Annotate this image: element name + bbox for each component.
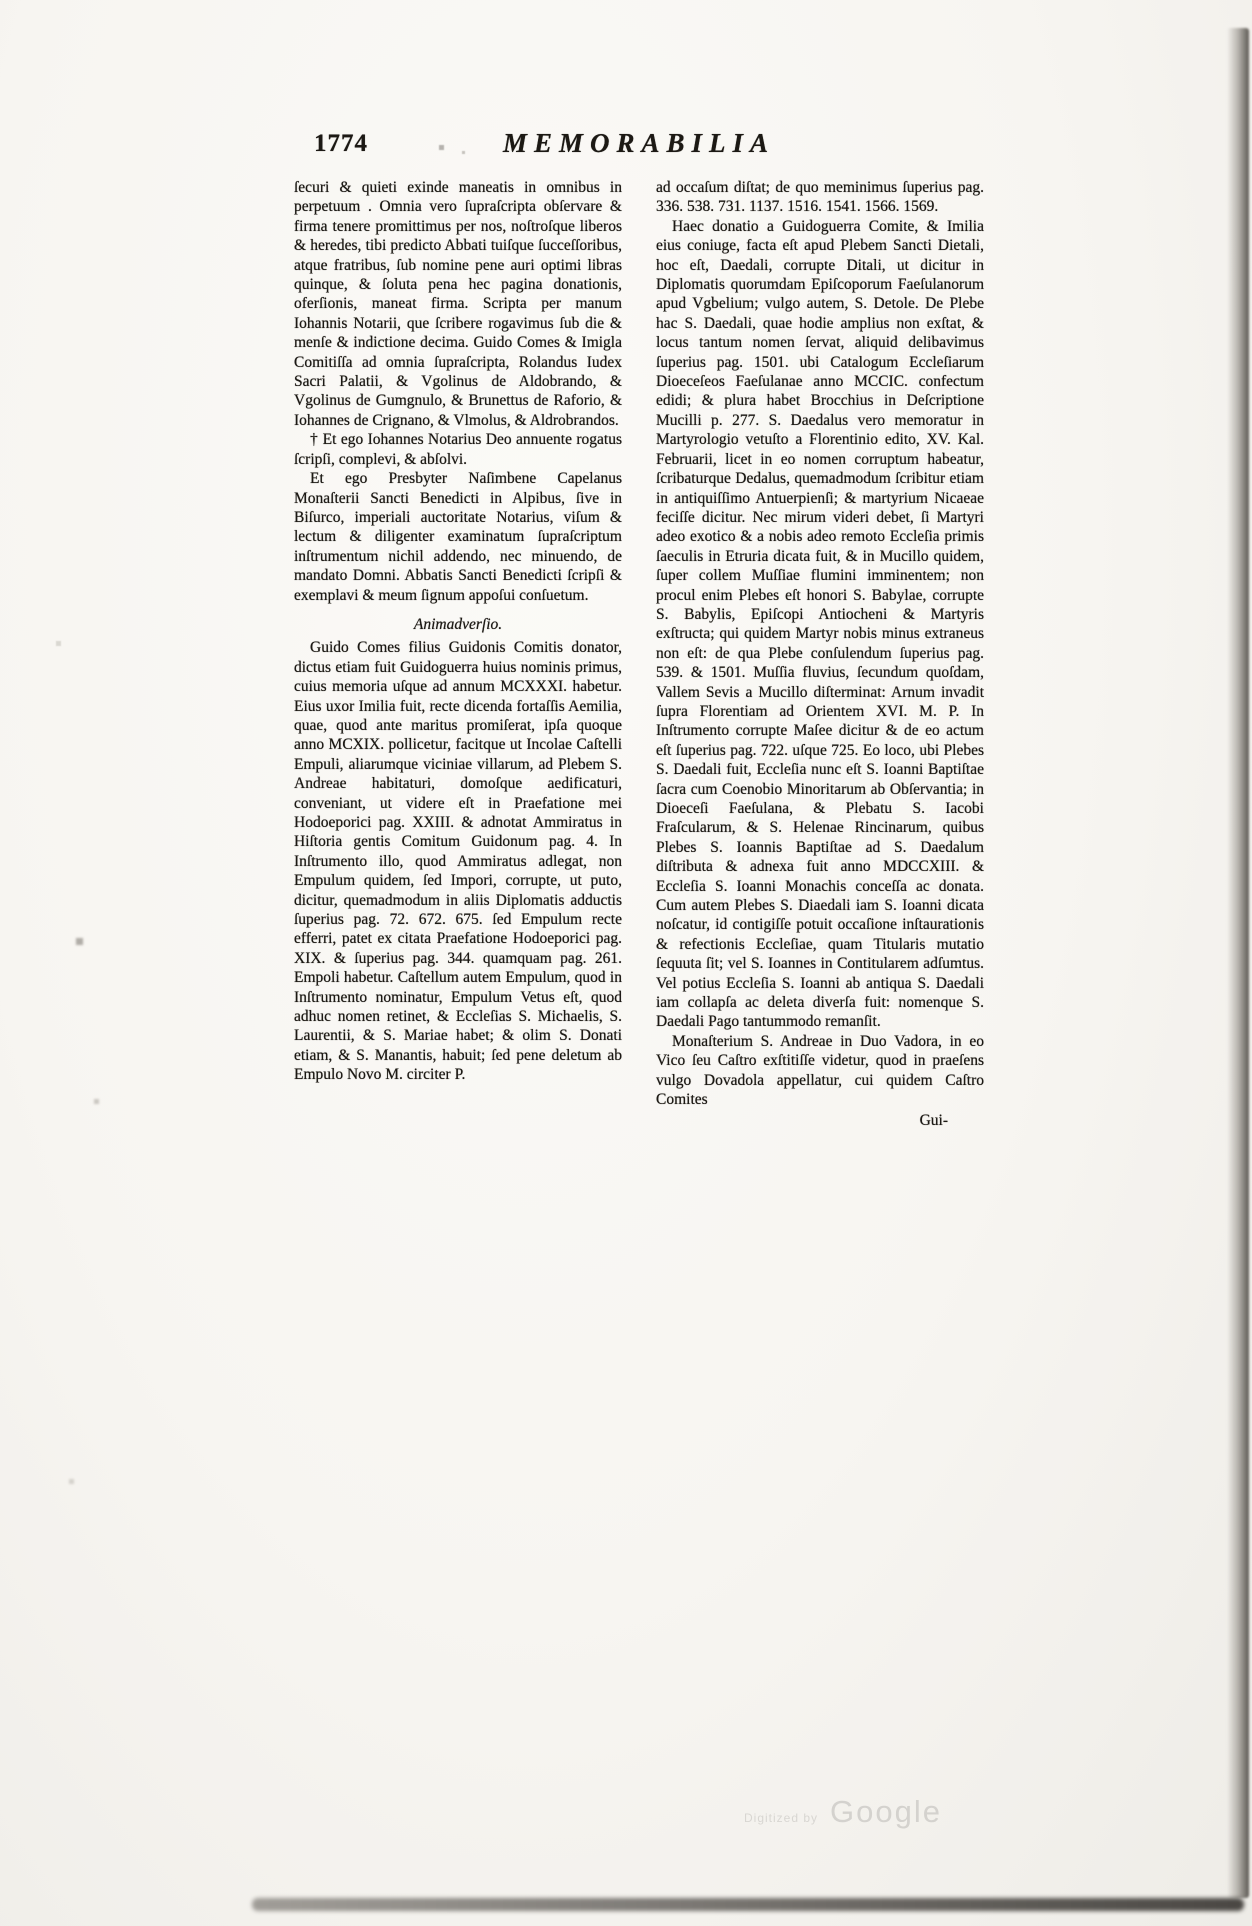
catchword: Gui- <box>919 1111 948 1129</box>
section-heading: Animadverſio. <box>413 615 503 633</box>
paragraph: ſecuri & quieti exinde maneatis in omnibus in perpetuum . Omnia vero ſupraſcripta obſervare & firma tenere promittimus per nos, noſtroſque liberos & heredes, tibi predicto Abbati tuiſque ſucceſſoribus, atque fratribus, ſub nomine pene auri optimi libras quinque, & ſoluta pena hec pagina donationis, oferſionis, maneat firma. Scripta per manum Iohannis Notarii, que ſcribere rogavimus ſub die & menſe & indictione decima. Guido Comes & Imigla Comitiſſa ad omnia ſupraſcripta, Rolandus Iudex Sacri Palatii, & Vgolinus de Aldobrando, & Vgolinus de Gumgnulo, & Brunettus de Raforio, & Iohannes de Crignano, & Vlmolus, & Aldrobrandos. <box>294 179 622 429</box>
paragraph: Guido Comes filius Guidonis Comitis donator, dictus etiam fuit Guidoguerra huius nominis primus, cuius memoria uſque ad annum MCXXXI. habetur. Eius uxor Imilia fuit, recte dicenda fortaſſis Aemilia, quae, quod ante maritus promiſerat, ipſa quoque anno MCXIX. pollicetur, facitque ut Incolae Caſtelli Empuli, aliarumque viciniae villarum, ad Plebem S. Andreae habitaturi, domoſque aedificaturi, conveniant, ut videre eſt in Praefatione mei Hodoeporici pag. XXIII. & adnotat Ammiratus in Hiſtoria gentis Comitum Guidonum pag. 4. In Inſtrumento illo, quod Ammiratus adlegat, non Empulum quidem, ſed Impori, corrupte, ut puto, dicitur, quemadmodum in aliis Diplomatis adductis ſuperius pag. 72. 672. 675. ſed Empulum recte efferri, patet ex citata Praefatione Hodoeporici pag. XIX. & ſuperius pag. 344. quamquam pag. 261. Empoli habetur. Caſtellum autem Empulum, quod in Inſtrumento nominatur, Empulum Vetus eſt, quod adhuc nomen retinet, & Eccleſias S. Michaelis, S. Laurentii, & S. Mariae habet; & olim S. Donati etiam, & S. Manantis, habuit; ſed pene deletum ab Empulo Novo M. circiter P. <box>294 639 622 1084</box>
page-title: MEMORABILIA <box>502 128 776 158</box>
paragraph: † Et ego Iohannes Notarius Deo annuente rogatus ſcripſi, complevi, & abſolvi. <box>294 431 622 468</box>
paragraph: ad occaſum diſtat; de quo meminimus ſuperius pag. 336. 538. 731. 1137. 1516. 1541. 1566. 1569. <box>656 179 984 216</box>
scan-specks <box>0 0 3 3</box>
digitized-by-text: Digitized by <box>744 1811 819 1825</box>
right-column <box>656 178 984 1110</box>
scan-edge-bottom-shadow <box>252 1898 1244 1911</box>
page-header <box>294 128 984 162</box>
catchword-row <box>294 1112 984 1130</box>
text-columns <box>294 178 984 1110</box>
google-watermark <box>744 1794 942 1830</box>
paragraph: Haec donatio a Guidoguerra Comite, & Imilia eius coniuge, facta eſt apud Plebem Sancti Dietali, hoc eſt, Daedali, corrupte Ditali, ut dicitur in Diplomatis quorumdam Epiſcoporum Faeſulanorum apud Vgbelium; vulgo autem, S. Detole. De Plebe hac S. Daedali, quae hodie amplius non exſtat, & locus tantum nomen ſervat, aliquid delibavimus ſuperius pag. 1501. ubi Catalogum Eccleſiarum Dioeceſeos Faeſulanae anno MCCIC. confectum edidi; & plura habet Brocchius in Deſcriptione Mucilli p. 277. S. Daedalus vero memoratur in Martyrologio vetuſto a Florentinio edito, XV. Kal. Februarii, licet in eo nomen corruptum habeatur, ſcribaturque Dedalus, quemadmodum ſcribitur etiam in antiquiſſimo Antuerpienſi; & martyrium Nicaeae feciſſe dicitur. Nec mirum videri debet, ſi Martyri adeo exotico & a nobis adeo remoto Eccleſia primis ſaeculis in Etruria dicata fuit, & in Mucillo quidem, ſuper collem Muſſiae flumini imminentem; non procul enim Plebes eſt honori S. Babylae, corrupte S. Babylis, Epiſcopi Antiocheni & Martyris exſtructa; qui quidem Martyr nobis minus extraneus non eſt: de qua Plebe conſulendum ſuperius pag. 539. & 1501. Muſſia fluvius, ſecundum quoſdam, Vallem Sevis a Mucillo diſterminat: Arnum invadit ſupra Florentiam ad Orientem XVI. M. P. In Inſtrumento corrupte Maſee dicitur & de eo actum eſt ſuperius pag. 722. uſque 725. Eo loco, ubi Plebes S. Daedali fuit, Eccleſia nunc eſt S. Ioanni Baptiſtae ſacra cum Coenobio Minoritarum ab Obſervantia; in Dioeceſi Faeſulana, & Plebatu S. Iacobi Fraſcularum, & S. Helenae Rincinarum, quibus Plebes S. Ioannis Baptiſtae ad S. Daedalum diſtributa & adnexa fuit anno MDCCXIII. & Eccleſia S. Ioanni Monachis conceſſa ac donata. Cum autem Plebes S. Diaedali iam S. Ioanni dicata noſcatur, id contigiſſe potuit occaſione inſtaurationis & refectionis Eccleſiae, quam Titularis mutatio ſequuta ſit; vel S. Ioannes in Contitularem adſumtus. Vel potius Eccleſia S. Ioanni ab antiqua S. Daedali iam collapſa ac deleta diverſa fuit: nomenque S. Daedali Pago tantummodo remanſit. <box>656 217 984 1031</box>
page-number: 1774 <box>314 130 368 157</box>
paragraph: Et ego Presbyter Naſimbene Capelanus Monaſterii Sancti Benedicti in Alpibus, ſive in Biſurco, imperiali auctoritate Notarius, viſum & lectum & diligenter examinatum ſupraſcriptum inſtrumentum nichil addendo, nec minuendo, de mandato Domni. Abbatis Sancti Benedicti ſcripſi & exemplavi & meum ſignum appoſui conſuetum. <box>294 470 622 604</box>
left-column <box>294 178 622 1110</box>
page-content <box>294 128 984 1130</box>
google-logo-text: Google <box>830 1794 942 1829</box>
scan-edge-right-shadow <box>1227 28 1249 1898</box>
paragraph: Monaſterium S. Andreae in Duo Vadora, in eo Vico ſeu Caſtro exſtitiſſe videtur, quod in praeſens vulgo Dovadola appellatur, cui quidem Caſtro Comites <box>656 1032 984 1109</box>
